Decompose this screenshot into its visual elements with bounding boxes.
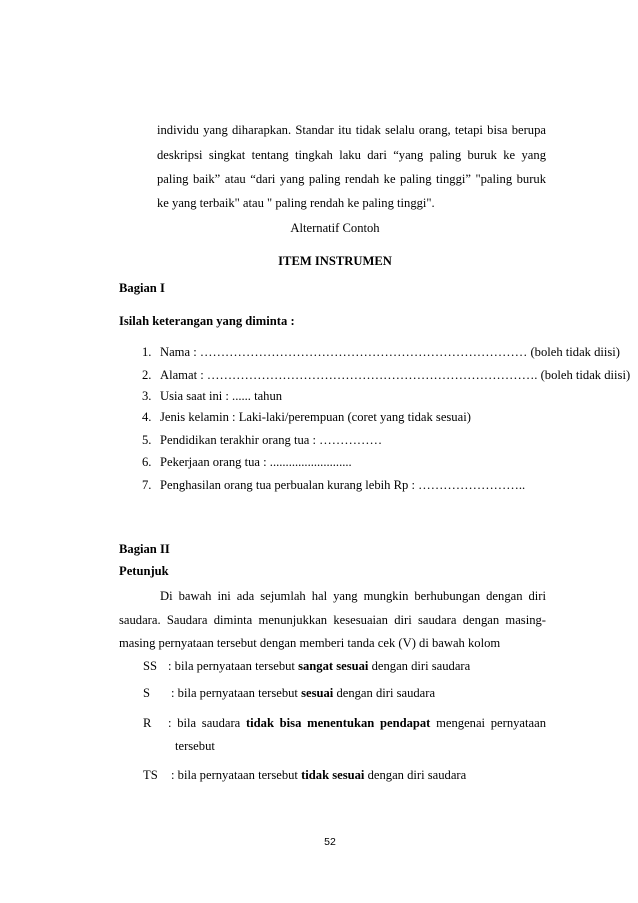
legend-description <box>171 768 466 783</box>
legend-code: R <box>143 716 152 730</box>
legend-text: : bila saudara <box>168 716 246 730</box>
list-item-number: 1. <box>142 345 152 359</box>
bagian-2-heading: Bagian II <box>119 542 170 556</box>
list-item <box>142 389 282 404</box>
legend-description <box>171 686 435 701</box>
list-item-number: 2. <box>142 368 152 382</box>
list-item <box>142 368 630 383</box>
intro-line-4: ke yang terbaik" atau " paling rendah ke paling tinggi". <box>157 196 435 210</box>
page-number: 52 <box>324 836 336 848</box>
legend-code: TS <box>143 768 158 782</box>
legend-description <box>168 716 546 731</box>
legend-text: dengan diri saudara <box>364 768 467 782</box>
legend-continuation: tersebut <box>175 739 215 753</box>
legend-emphasis: sangat sesuai <box>298 659 369 673</box>
list-item <box>142 478 525 493</box>
legend-code: SS <box>143 659 158 673</box>
list-item-text: Nama : …………………………………………………………………… (boleh tidak diisi) <box>160 345 620 359</box>
petunjuk-line-3: masing pernyataan tersebut dengan memberi tanda cek (V) di bawah kolom <box>119 636 501 650</box>
intro-line-1: individu yang diharapkan. Standar itu tidak selalu orang, tetapi bisa berupa <box>157 123 546 137</box>
legend-text: dengan diri saudara <box>368 659 471 673</box>
item-instrumen-title: ITEM INSTRUMEN <box>278 254 392 268</box>
list-item-text: Jenis kelamin : Laki-laki/perempuan (coret yang tidak sesuai) <box>160 410 471 424</box>
list-item-text: Alamat : ……………………………………………………………………. (boleh tidak diisi) <box>160 368 631 382</box>
legend-emphasis: sesuai <box>301 686 334 700</box>
list-item-text: Pekerjaan orang tua : .......................... <box>160 455 352 469</box>
alternatif-contoh-label: Alternatif Contoh <box>290 221 380 235</box>
list-item <box>142 345 620 360</box>
list-item-number: 5. <box>142 433 152 447</box>
legend-code: S <box>143 686 151 700</box>
legend-emphasis: tidak sesuai <box>301 768 365 782</box>
list-item-number: 6. <box>142 455 152 469</box>
legend-text: : bila pernyataan tersebut <box>171 686 302 700</box>
list-item-number: 3. <box>142 389 152 403</box>
petunjuk-heading: Petunjuk <box>119 564 169 578</box>
petunjuk-line-1: Di bawah ini ada sejumlah hal yang mungkin berhubungan dengan diri <box>160 589 546 603</box>
intro-line-3: paling baik” atau “dari yang paling rendah ke paling tinggi” "paling buruk <box>157 172 546 186</box>
list-item-number: 7. <box>142 478 152 492</box>
list-item-number: 4. <box>142 410 152 424</box>
legend-text: mengenai pernyataan <box>430 716 546 730</box>
legend-text: dengan diri saudara <box>333 686 436 700</box>
list-item <box>142 433 382 448</box>
list-item-text: Usia saat ini : ...... tahun <box>160 389 283 403</box>
legend-description <box>168 659 470 674</box>
list-item-text: Pendidikan terakhir orang tua : …………… <box>160 433 383 447</box>
legend-text: : bila pernyataan tersebut <box>171 768 302 782</box>
list-item <box>142 410 471 425</box>
petunjuk-line-2: saudara. Saudara diminta menunjukkan kesesuaian diri saudara dengan masing- <box>119 613 546 627</box>
list-item-text: Penghasilan orang tua perbualan kurang lebih Rp : …………………….. <box>160 478 526 492</box>
bagian-1-heading: Bagian I <box>119 281 165 295</box>
legend-text: : bila pernyataan tersebut <box>168 659 299 673</box>
intro-line-2: deskripsi singkat tentang tingkah laku dari “yang paling buruk ke yang <box>157 148 546 162</box>
legend-emphasis: tidak bisa menentukan pendapat <box>245 716 431 730</box>
bagian-1-instruction: Isilah keterangan yang diminta : <box>119 314 295 328</box>
list-item <box>142 455 352 470</box>
